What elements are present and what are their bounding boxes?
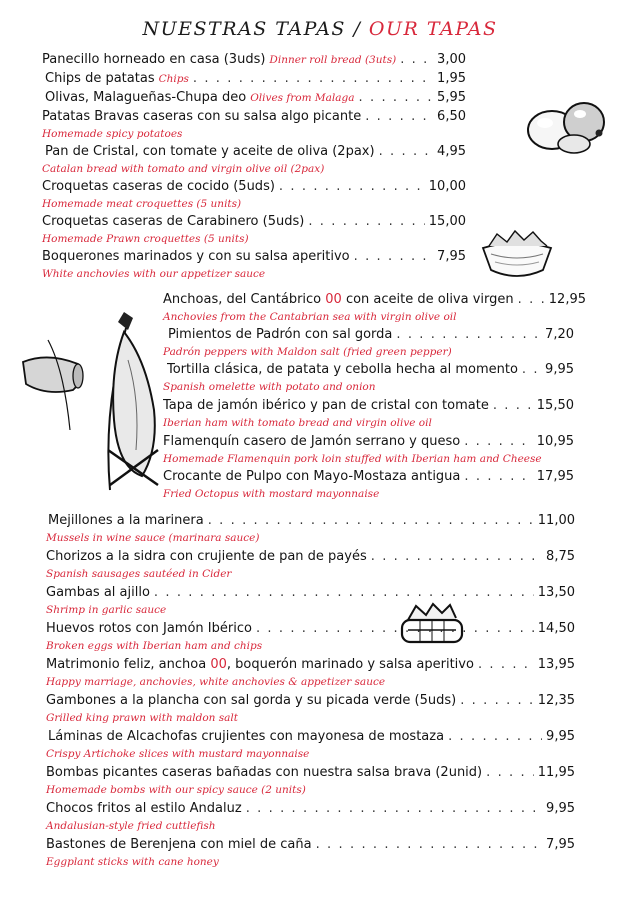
item-price: 17,95 (536, 469, 574, 484)
menu-item (48, 511, 575, 546)
item-translation: Homemade Flamenquin pork loin stuffed with Iberian ham and Cheese (163, 453, 542, 465)
menu-item (163, 467, 574, 502)
menu-item (42, 177, 466, 212)
item-translation: Mussels in wine sauce (marinara sauce) (46, 532, 260, 544)
item-name: Bastones de Berenjena con miel de caña (46, 837, 312, 852)
item-translation: Catalan bread with tomato and virgin olive oil (2pax) (42, 163, 325, 175)
item-price: 7,20 (545, 327, 574, 342)
item-translation: Spanish omelette with potato and onion (163, 381, 376, 393)
title-spanish: NUESTRAS TAPAS / (142, 18, 362, 40)
item-translation: Iberian ham with tomato bread and virgin olive oil (163, 417, 432, 429)
item-translation: Homemade bombs with our spicy sauce (2 units) (46, 784, 306, 796)
menu-item (46, 583, 575, 618)
item-translation: Homemade spicy potatoes (42, 128, 183, 140)
item-name: Croquetas caseras de Carabinero (5uds) (42, 214, 305, 229)
item-name: Patatas Bravas caseras con su salsa algo picante (42, 109, 362, 124)
menu-item (163, 290, 586, 325)
item-name: Tapa de jamón ibérico y pan de cristal con tomate (163, 398, 489, 413)
item-name: Mejillones a la marinera (48, 513, 204, 528)
item-price: 14,50 (537, 621, 575, 636)
item-name: Anchoas, del Cantábrico 00 con aceite de oliva virgen (163, 292, 514, 307)
menu-item (42, 212, 466, 247)
item-translation: Homemade Prawn croquettes (5 units) (42, 233, 249, 245)
item-translation: Shrimp in garlic sauce (46, 604, 167, 616)
item-translation: Happy marriage, anchovies, white anchovies & appetizer sauce (46, 676, 386, 688)
item-name: Crocante de Pulpo con Mayo-Mostaza antigua (163, 469, 461, 484)
item-translation: Fried Octopus with mostard mayonnaise (163, 488, 380, 500)
item-translation: Andalusian-style fried cuttlefish (46, 820, 216, 832)
item-price: 3,00 (437, 52, 466, 67)
item-price: 9,95 (545, 362, 574, 377)
item-name: Bombas picantes caseras bañadas con nuestra salsa brava (2unid) (46, 765, 483, 780)
item-name: Gambones a la plancha con sal gorda y su picada verde (5uds) (46, 693, 457, 708)
menu-item (42, 247, 466, 282)
item-price: 11,95 (537, 765, 575, 780)
menu-item (42, 107, 466, 142)
item-translation: Grilled king prawn with maldon salt (46, 712, 238, 724)
menu-item (42, 50, 466, 69)
item-name: Láminas de Alcachofas crujientes con mayonesa de mostaza (48, 729, 445, 744)
menu-item (46, 799, 575, 834)
item-name: Chips de patatas Chips (45, 71, 189, 86)
item-price: 15,00 (428, 214, 466, 229)
item-price: 1,95 (437, 71, 466, 86)
item-name: Matrimonio feliz, anchoa 00, boquerón marinado y salsa aperitivo (46, 657, 474, 672)
menu-item (163, 396, 574, 431)
item-translation: Spanish sausages sautéed in Cider (46, 568, 232, 580)
item-name: Boquerones marinados y con su salsa aperitivo (42, 249, 350, 264)
item-price: 11,00 (537, 513, 575, 528)
item-price: 4,95 (437, 144, 466, 159)
menu-item (46, 835, 575, 870)
item-name: Croquetas caseras de cocido (5uds) (42, 179, 275, 194)
item-price: 9,95 (546, 801, 575, 816)
menu-item (48, 727, 575, 762)
item-name: Tortilla clásica, de patata y cebolla hecha al momento (167, 362, 518, 377)
item-name: Flamenquín casero de Jamón serrano y queso (163, 434, 461, 449)
item-price: 10,00 (428, 179, 466, 194)
menu-item (45, 88, 466, 107)
item-price: 7,95 (437, 249, 466, 264)
item-translation: Anchovies from the Cantabrian sea with virgin olive oil (163, 311, 457, 323)
item-price: 12,95 (548, 292, 586, 307)
item-price: 5,95 (437, 90, 466, 105)
menu-item (163, 432, 574, 467)
item-name: Panecillo horneado en casa (3uds) Dinner roll bread (3uts) (42, 52, 397, 67)
menu-item (46, 619, 575, 654)
menu-item (45, 69, 466, 88)
item-translation: White anchovies with our appetizer sauce (42, 268, 266, 280)
menu-item (163, 360, 574, 395)
item-price: 9,95 (546, 729, 575, 744)
item-translation: Crispy Artichoke slices with mustard mayonnaise (46, 748, 310, 760)
item-price: 7,95 (546, 837, 575, 852)
item-price: 15,50 (536, 398, 574, 413)
item-translation: Eggplant sticks with cane honey (46, 856, 219, 868)
item-name: Chorizos a la sidra con crujiente de pan de payés (46, 549, 367, 564)
item-price: 6,50 (437, 109, 466, 124)
item-translation: Padrón peppers with Maldon salt (fried green pepper) (163, 346, 452, 358)
item-price: 12,35 (537, 693, 575, 708)
item-price: 10,95 (536, 434, 574, 449)
item-translation: Dinner roll bread (3uts) (269, 54, 397, 66)
item-name: Huevos rotos con Jamón Ibérico (46, 621, 252, 636)
item-name: Pimientos de Padrón con sal gorda (168, 327, 393, 342)
item-translation: Chips (158, 73, 189, 85)
item-name: Gambas al ajillo (46, 585, 150, 600)
item-price: 13,95 (537, 657, 575, 672)
item-name: Pan de Cristal, con tomate y aceite de oliva (2pax) (45, 144, 375, 159)
item-translation: Olives from Malaga (250, 92, 355, 104)
menu-item (42, 142, 466, 177)
item-translation: Homemade meat croquettes (5 units) (42, 198, 242, 210)
item-price: 8,75 (546, 549, 575, 564)
item-translation: Broken eggs with Iberian ham and chips (46, 640, 263, 652)
menu-item (46, 763, 575, 798)
item-name: Olivas, Malagueñas-Chupa deo Olives from Malaga (45, 90, 355, 105)
menu-item (46, 691, 575, 726)
item-price: 13,50 (537, 585, 575, 600)
menu-item (46, 655, 575, 690)
menu-item (46, 547, 575, 582)
menu-item (163, 325, 574, 360)
title-english: OUR TAPAS (361, 18, 498, 40)
item-name: Chocos fritos al estilo Andaluz (46, 801, 242, 816)
